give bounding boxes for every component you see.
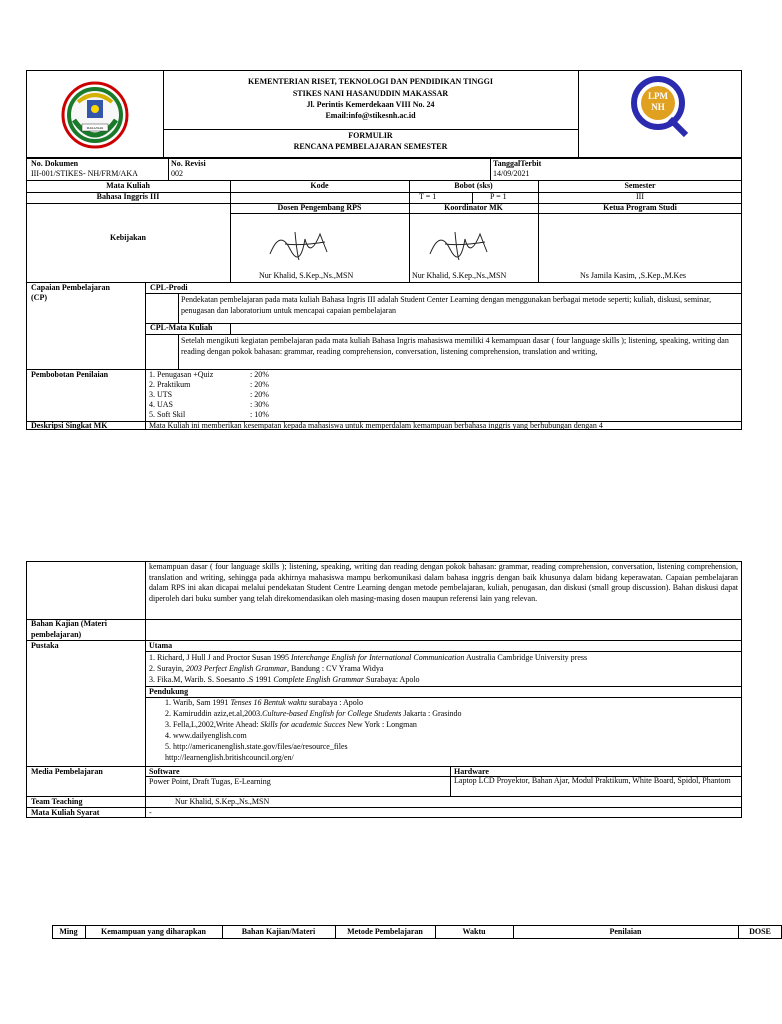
library-support-label: Pendukung — [149, 687, 189, 696]
col-semester: Semester — [624, 181, 656, 190]
weighting-value: : 30% — [250, 400, 269, 409]
doc-no-label: No. Dokumen — [31, 159, 79, 168]
weighting-item: 2. Praktikum — [149, 380, 191, 389]
library-entry-publisher: , Bandung : CV Yrama Widya — [287, 664, 384, 673]
media-label: Media Pembelajaran — [31, 767, 103, 776]
library-entry-title: Skills for academic Succes — [260, 720, 346, 729]
description-text-p1: Mata Kuliah ini memberikan kesempatan kepada mahasiswa untuk memperdalam kemampuan berbahasa inggris yang berhubungan dengan 4 — [149, 421, 603, 430]
library-entry — [165, 709, 462, 719]
library-entry-title: Culture-based English for College Students — [262, 709, 402, 718]
cpl-prodi-label: CPL-Prodi — [150, 283, 188, 292]
col-weight: Bobot (sks) — [454, 181, 493, 190]
library-entry-title: Tenses 16 Bentuk waktu — [230, 698, 307, 707]
cpl-mk-text: Setelah mengikuti kegiatan pembelajaran pada mata kuliah Bahasa Ingris mahasiswa memiliki 4 kemampuan dasar ( four language skills ); listening, speaking, writing dan reading dengan pokok bahasan: grammar, reading comprehension, conversation, listening comprehension, translation and writing, — [181, 336, 729, 356]
hardware-label: Hardware — [454, 767, 489, 776]
logo-text: MAKASSAR — [86, 126, 104, 130]
lpm-text: LPM — [648, 91, 668, 101]
library-entry-text: 2. Surayin, — [149, 664, 186, 673]
lpm-logo — [630, 75, 688, 137]
weighting-value: : 10% — [250, 410, 269, 419]
team-label: Team Teaching — [31, 797, 83, 806]
library-entry-text: 2. Kamiruddin aziz,et.al,2003. — [165, 709, 263, 718]
t-value: T = 1 — [419, 192, 437, 201]
policy-label: Kebijakan — [109, 233, 146, 242]
library-entry — [149, 675, 420, 685]
library-label: Pustaka — [31, 641, 59, 650]
schedule-header-cell: DOSE — [749, 927, 771, 936]
library-entry-publisher: Surabaya: Apolo — [364, 675, 420, 684]
schedule-header-cell: Bahan Kajian/Materi — [241, 927, 316, 936]
doc-no: III-001/STIKES- NH/FRM/AKA — [31, 169, 138, 178]
weighting-value: : 20% — [250, 370, 269, 379]
head-label: Ketua Program Studi — [603, 203, 677, 212]
schedule-header-cell: Penilaian — [609, 927, 642, 936]
library-entry — [149, 653, 587, 663]
dev-label: Dosen Pengembang RPS — [277, 203, 362, 212]
library-entry — [165, 742, 348, 752]
coord-label: Koordinator MK — [444, 203, 503, 212]
software-label: Software — [149, 767, 180, 776]
library-entry-text: 5. http://americanenglish.state.gov/files/ae/resource_files — [165, 742, 348, 751]
nh-text: NH — [651, 102, 665, 112]
signature-dev — [265, 224, 335, 264]
form-label: FORMULIR — [348, 131, 393, 140]
prereq-value: - — [149, 808, 152, 817]
rev-value: 002 — [171, 169, 183, 178]
school-name: STIKES NANI HASANUDDIN MAKASSAR — [292, 89, 449, 98]
semester-value: III — [636, 192, 644, 201]
description-text-p2: kemampuan dasar ( four language skills ); listening, speaking, writing dan reading dengan pokok bahasan: grammar, reading comprehension, conversation, listening comprehension, translation and writing, sehingga pada akhirnya mahasiswa mampu berkomunikasi dalam bahasa inggris dengan baik khusunya dalam bidang keperawatan. Capaian pembelajaran dalam RPS ini akan dicapai melalui pendekatan Student Centre Learning dengan metode pembelajaran, kuliah, penugasan, dan diskusi (small group discussion). Bahan diskusi dapat diperoleh dari buku sumber yang telah direkomendasikan oleh masing-masing dosen maupun referensi lain yang relevan. — [149, 562, 738, 603]
col-code: Kode — [310, 181, 329, 190]
schedule-header-cell: Metode Pembelajaran — [347, 927, 423, 936]
software-value: Power Point, Draft Tugas, E-Learning — [149, 777, 271, 786]
p-value: P = 1 — [490, 192, 507, 201]
cp-label-2: (CP) — [31, 293, 47, 302]
hardware-value: Laptop LCD Proyektor, Bahan Ajar, Modul Praktikum, White Board, Spidol, Phantom — [454, 776, 731, 785]
school-address: Jl. Perintis Kemerdekaan VIII No. 24 — [306, 100, 435, 109]
library-entry-publisher: Australia Cambridge University press — [464, 653, 588, 662]
weighting-item: 5. Soft Skil — [149, 410, 186, 419]
schedule-header-cell: Kemampuan yang diharapkan — [101, 927, 206, 936]
library-entry-title: 2003 Perfect English Grammar — [185, 664, 287, 673]
coord-name: Nur Khalid, S.Kep.,Ns.,MSN — [412, 271, 507, 280]
library-entry-text: 4. www.dailyenglish.com — [165, 731, 247, 740]
date-label: TanggalTerbit — [493, 159, 542, 168]
library-entry — [165, 731, 247, 741]
library-entry-publisher: Jakarta : Grasindo — [401, 709, 462, 718]
prereq-label: Mata Kuliah Syarat — [31, 808, 100, 817]
school-logo — [60, 80, 130, 150]
description-label: Deskripsi Singkat MK — [31, 421, 108, 430]
weighting-item: 1. Penugasan +Quiz — [149, 370, 214, 379]
schedule-header-cell: Waktu — [462, 927, 486, 936]
library-entry-title: Complete English Grammar — [273, 675, 364, 684]
weighting-item: 3. UTS — [149, 390, 173, 399]
course-name: Bahasa Inggris III — [96, 192, 160, 201]
weighting-label: Pembobotan Penilaian — [31, 370, 109, 379]
library-entry — [165, 753, 294, 763]
weighting-value: : 20% — [250, 380, 269, 389]
cpl-prodi-text: Pendekatan pembelajaran pada mata kuliah Bahasa Ingris III adalah Student Center Learning dengan menggunakan berbagai metode seperti; kuliah, diskusi, seminar, penugasan dan laboratorium untuk mencapai capaian pembelajaran — [181, 295, 712, 315]
library-entry-title: Interchange English for International Communication — [291, 653, 465, 662]
signature-coord — [425, 224, 495, 264]
library-entry-text: http://learnenglish.britishcouncil.org/en/ — [165, 753, 294, 762]
cp-label-1: Capaian Pembelajaran — [31, 283, 110, 292]
dev-name: Nur Khalid, S.Kep.,Ns.,MSN — [259, 271, 354, 280]
library-entry-text: 3. Fika.M, Warib. S. Soesanto .S 1991 — [149, 675, 274, 684]
library-entry — [149, 664, 383, 674]
library-entry-text: 1. Warib, Sam 1991 — [165, 698, 231, 707]
col-course: Mata Kuliah — [106, 181, 150, 190]
weighting-value: : 20% — [250, 390, 269, 399]
head-name: Ns Jamila Kasim, ,S.Kep.,M.Kes — [580, 271, 686, 280]
library-entry-publisher: New York : Longman — [345, 720, 417, 729]
team-value: Nur Khalid, S.Kep.,Ns.,MSN — [175, 797, 270, 806]
library-main-label: Utama — [149, 641, 173, 650]
cpl-mk-label: CPL-Mata Kuliah — [150, 323, 213, 332]
date-value: 14/09/2021 — [493, 169, 530, 178]
study-material-label: Bahan Kajian (Materi pembelajaran) — [31, 619, 107, 639]
school-email: Email:info@stikesnh.ac.id — [325, 111, 416, 120]
schedule-header-cell: Ming — [59, 927, 78, 936]
library-entry — [165, 720, 417, 730]
weighting-item: 4. UAS — [149, 400, 174, 409]
rev-label: No. Revisi — [171, 159, 206, 168]
library-entry-publisher: surabaya : Apolo — [306, 698, 364, 707]
library-entry — [165, 698, 363, 708]
ministry-title: KEMENTERIAN RISET, TEKNOLOGI DAN PENDIDIKAN TINGGI — [248, 77, 493, 86]
form-title: RENCANA PEMBELAJARAN SEMESTER — [293, 142, 448, 151]
library-entry-text: 1. Richard, J Hull J and Proctor Susan 1995 — [149, 653, 291, 662]
library-entry-text: 3. Fella,L,2002,Write Ahead: — [165, 720, 261, 729]
